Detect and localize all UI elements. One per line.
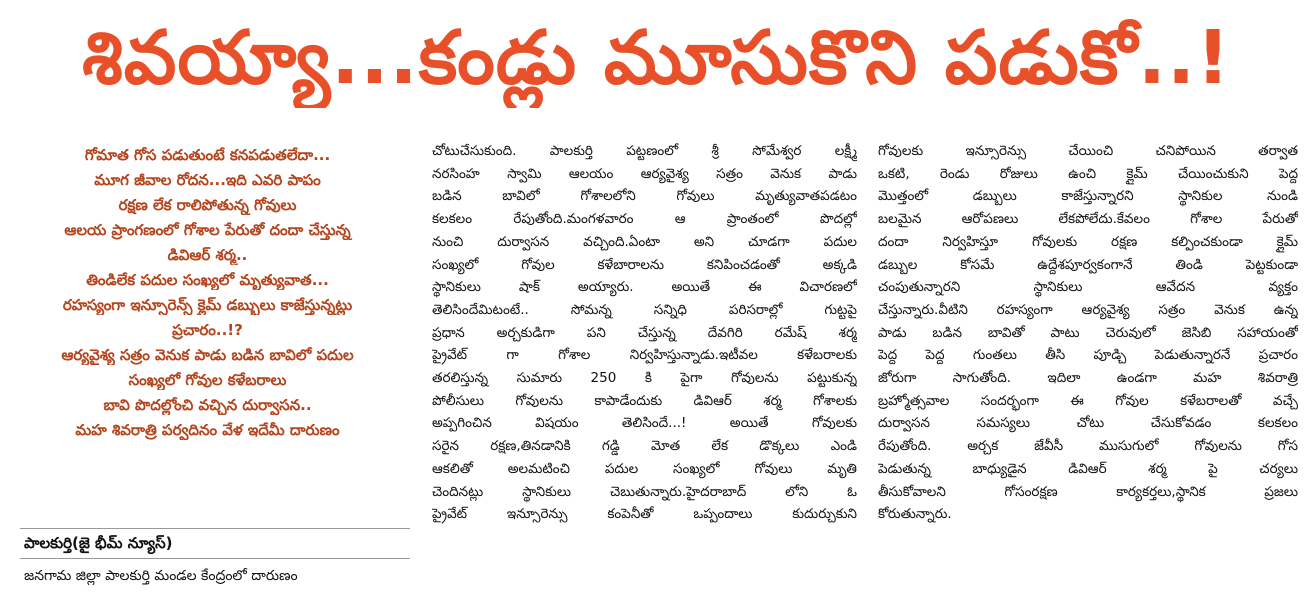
body-line: దందా నిర్వహిస్తూ గోవులకు రక్షణ కల్పించకుండా క్లైమ్ bbox=[878, 233, 1298, 250]
highlight-line: ఆర్యవైశ్య సత్రం వెనుక పాడు బడిన బావిలో పదుల bbox=[61, 346, 354, 364]
highlight-line: రహస్యంగా ఇన్సూరెన్స్ క్లైమ్ డబ్బులు కాజేస్తున్నట్లు bbox=[62, 296, 353, 314]
highlight-line: గోమాత గోస పడుతుంటే కనపడుతలేదా... bbox=[84, 146, 331, 164]
body-line: జోరుగా సాగుతోంది. ఇదిలా ఉండగా మహ శివరాత్రి bbox=[878, 370, 1298, 387]
body-line: దుర్వాసన సమస్యలు చోటు చేసుకోవడం కలకలం bbox=[878, 415, 1298, 432]
body-line: తెలిసిందేమిటంటే.. సోమన్న సన్నిధి పరిసరాల్లో గుట్టపై bbox=[432, 301, 857, 318]
headline: శివయ్యా...కండ్లు మూసుకొని పడుకో..! bbox=[82, 15, 1231, 101]
dateline: పాలకుర్తి(జై భీమ్ న్యూస్) bbox=[24, 534, 173, 552]
highlight-line: మూగ జీవాల రోదన...ఇది ఎవరి పాపం bbox=[94, 171, 321, 189]
body-line: పెద్ద పెద్ద గుంతలు తీసి పూడ్చి పెడుతున్నారనే ప్రచారం bbox=[878, 347, 1298, 364]
body-line: తీసుకోవాలని గోసంరక్షణ కార్యకర్తలు,స్థానిక ప్రజలు bbox=[878, 483, 1298, 500]
body-line: పెడుతున్న బాధ్యుడైన డివిఆర్ శర్మ పై చర్యలు bbox=[878, 460, 1298, 477]
body-line: ప్రధాన అర్చకుడిగా పని చేస్తున్న దేవగిరి రమేష్ శర్మ bbox=[432, 324, 857, 341]
body-line: ఒకటి, రెండు రోజులు ఉంచి క్లైమ్ చేయించుకుని పెద్ద bbox=[878, 165, 1298, 182]
body-line: చోటుచేసుకుంది. పాలకుర్తి పట్టణంలో శ్రీ సోమేశ్వర లక్ష్మీ bbox=[432, 143, 857, 159]
article-column-1 bbox=[432, 140, 857, 526]
dateline-rule-top bbox=[20, 528, 410, 529]
body-line: మొత్తంలో డబ్బులు కాజేస్తున్నారని స్థానికుల నుండి bbox=[878, 188, 1298, 205]
body-line: ప్రైవేట్ గా గోశాల నిర్వహిస్తున్నాడు.ఇటీవల కళేబరాలకు bbox=[432, 347, 857, 364]
body-line: అప్పగించిన విషయం తెలిసిందే...! అయితే గోవులకు bbox=[432, 415, 857, 432]
highlight-line: రక్షణ లేక రాలిపోతున్న గోవులు bbox=[118, 196, 297, 214]
body-line: పాడు బడిన బావితో పాటు చెరువులో జెసిబి సహాయంతో bbox=[878, 324, 1298, 341]
dateline-rule-bottom bbox=[20, 558, 410, 559]
body-line: గోవులకు ఇన్సూరెన్సు చేయించి చనిపోయిన తర్వాత bbox=[878, 143, 1298, 159]
highlight-line: బావి పొదల్లోంచి వచ్చిన దుర్వాసన.. bbox=[103, 396, 312, 414]
highlight-line: సంఖ్యలో గోవుల కళేబరాలు bbox=[128, 371, 287, 389]
body-line: ప్రైవేట్ ఇన్సూరెన్సు కంపెనీతో ఒప్పందాలు కుదుర్చుకుని bbox=[432, 506, 857, 523]
body-line: స్థానికులు షాక్ అయ్యారు. అయితే ఈ విచారణలో bbox=[432, 279, 857, 296]
body-line: చంపుతున్నారని స్థానికులు ఆవేదన వ్యక్తం bbox=[878, 279, 1298, 296]
body-line: నుంచి దుర్వాసన వచ్చింది.ఏంటా అని చూడగా పదుల bbox=[432, 233, 857, 250]
article-column-2 bbox=[878, 140, 1298, 526]
highlight-line: మహ శివరాత్రి పర్వదినం వేళ ఇదేమీ దారుణం bbox=[75, 421, 340, 439]
body-line: పోలీసులు గోవులను కాపాడేందుకు డివిఆర్ శర్మ గోశాలకు bbox=[432, 392, 857, 409]
body-line: చేస్తున్నారు.వీటిని రహస్యంగా ఆర్యవైశ్య సత్రం వెనుక ఉన్న bbox=[878, 301, 1298, 318]
highlights-box bbox=[10, 145, 405, 445]
highlight-line: డివిఆర్ శర్మ.. bbox=[167, 246, 248, 264]
body-line: తరలిస్తున్న సుమారు 250 కి పైగా గోవులను పట్టుకున్న bbox=[432, 370, 857, 387]
body-line: బడిన బావిలో గోశాలలోని గోవులు మృత్యువాతపడటం bbox=[432, 188, 857, 205]
body-line: సరైన రక్షణ,తినడానికి గడ్డి మోత లేక డొక్కలు ఎండి bbox=[432, 438, 857, 455]
body-line: కోరుతున్నారు. bbox=[878, 506, 952, 523]
highlight-line: ప్రచారం..!? bbox=[172, 321, 243, 339]
body-line: సంఖ్యలో గోవుల కళేబారాలను కనిపించడంతో అక్కడి bbox=[432, 256, 857, 273]
body-line: రేపుతోంది. అర్చక జేవీసీ ముసుగులో గోవులను గోస bbox=[878, 438, 1298, 455]
body-line: బలమైన ఆరోపణలు లేకపోలేదు.కేవలం గోశాల పేరుతో bbox=[878, 211, 1298, 228]
body-line: కలకలం రేపుతోంది.మంగళవారం ఆ ప్రాంతంలో పొదల్లో bbox=[432, 211, 857, 228]
highlight-line: ఆలయ ప్రాంగణంలో గోశాల పేరుతో దందా చేస్తున్న bbox=[64, 221, 351, 239]
body-line: డబ్బుల కోసమే ఉద్దేశపూర్వకంగానే తిండి పెట్టకుండా bbox=[878, 256, 1298, 273]
lead-line: జనగామ జిల్లా పాలకుర్తి మండల కేంద్రంలో దారుణం bbox=[24, 568, 298, 584]
body-line: బ్రహ్మోత్సవాల సందర్భంగా ఈ గోవుల కళేబరాలతో వచ్చే bbox=[878, 392, 1298, 409]
highlight-line: తిండిలేక పదుల సంఖ్యలో మృత్యువాత... bbox=[86, 271, 329, 289]
body-line: నరసింహ స్వామి ఆలయం ఆర్యవైశ్య సత్రం వెనుక పాడు bbox=[432, 165, 857, 182]
body-line: చెందినట్లు స్థానికులు చెబుతున్నారు.హైదరాబాద్ లోని ఓ bbox=[432, 483, 857, 500]
body-line: ఆకలితో అలమటించి పదుల సంఖ్యలో గోవులు మృతి bbox=[432, 460, 857, 477]
